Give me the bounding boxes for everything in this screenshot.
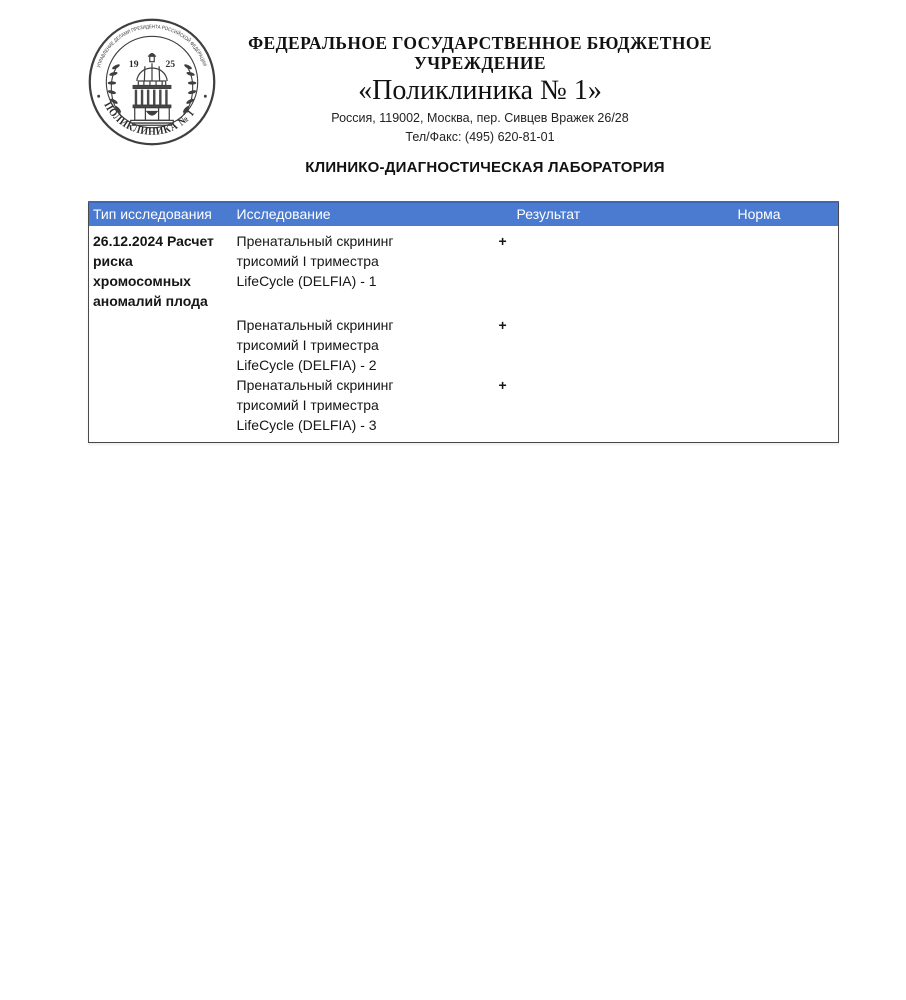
org-name-line2: УЧРЕЖДЕНИЕ bbox=[414, 53, 546, 73]
table-row bbox=[89, 311, 839, 375]
test-name-line: LifeCycle (DELFIA) - 2 bbox=[236, 357, 377, 373]
seal-left-dot bbox=[97, 95, 100, 98]
seal-year-right: 25 bbox=[165, 58, 176, 70]
table-header-row bbox=[89, 202, 839, 226]
clinic-name: «Поликлиника № 1» bbox=[358, 75, 602, 106]
study-type-cell bbox=[89, 311, 237, 375]
norm-cell bbox=[675, 226, 839, 311]
column-header-norm: Норма bbox=[675, 202, 839, 226]
seal-right-dot bbox=[204, 95, 207, 98]
result-cell: + bbox=[498, 317, 507, 333]
test-name-line: LifeCycle (DELFIA) - 1 bbox=[236, 273, 377, 289]
org-phone: Тел/Факс: (495) 620-81-01 bbox=[405, 130, 555, 144]
norm-cell bbox=[675, 375, 839, 443]
test-name-line: Пренатальный скрининг bbox=[236, 317, 394, 333]
test-name-cell bbox=[237, 226, 497, 311]
test-name-line: трисомий I триместра bbox=[236, 337, 379, 353]
org-header bbox=[230, 33, 730, 145]
norm-cell bbox=[675, 311, 839, 375]
results-table-container bbox=[88, 201, 838, 443]
study-type-cell bbox=[89, 226, 237, 311]
test-name-cell bbox=[237, 375, 497, 443]
column-header-test: Исследование bbox=[237, 202, 497, 226]
lab-section-title: КЛИНИКО-ДИАГНОСТИЧЕСКАЯ ЛАБОРАТОРИЯ bbox=[305, 159, 665, 176]
test-name-line: LifeCycle (DELFIA) - 3 bbox=[236, 417, 377, 433]
table-row bbox=[89, 226, 839, 311]
test-name-line: Пренатальный скрининг bbox=[236, 233, 394, 249]
seal-bottom-text: ПОЛИКЛИНИКА № 1 bbox=[101, 100, 198, 138]
seal-year-left: 19 bbox=[128, 58, 139, 70]
test-name-line: трисомий I триместра bbox=[236, 397, 379, 413]
study-type-line: аномалий плода bbox=[93, 293, 208, 309]
result-cell: + bbox=[498, 377, 507, 393]
study-type-cell bbox=[89, 375, 237, 443]
table-row bbox=[89, 375, 839, 443]
column-header-result: Результат bbox=[497, 202, 675, 226]
clinic-seal-logo bbox=[86, 16, 218, 148]
seal-ring-text: УПРАВЛЕНИЕ ДЕЛАМИ ПРЕЗИДЕНТА РОССИЙСКОЙ ФЕДЕРАЦИИ bbox=[96, 24, 208, 69]
result-cell: + bbox=[498, 233, 507, 249]
org-address: Россия, 119002, Москва, пер. Сивцев Вражек 26/28 bbox=[331, 111, 629, 125]
study-type-line: 26.12.2024 Расчет bbox=[93, 233, 214, 249]
org-name-line1: ФЕДЕРАЛЬНОЕ ГОСУДАРСТВЕННОЕ БЮДЖЕТНОЕ bbox=[248, 33, 712, 53]
study-type-line: риска bbox=[93, 253, 133, 269]
seal-laurel-right-icon bbox=[182, 63, 197, 114]
test-name-line: Пренатальный скрининг bbox=[236, 377, 394, 393]
study-type-line: хромосомных bbox=[93, 273, 191, 289]
test-name-line: трисомий I триместра bbox=[236, 253, 379, 269]
test-name-cell bbox=[237, 311, 497, 375]
column-header-study-type: Тип исследования bbox=[89, 202, 237, 226]
lab-results-table bbox=[88, 201, 839, 443]
